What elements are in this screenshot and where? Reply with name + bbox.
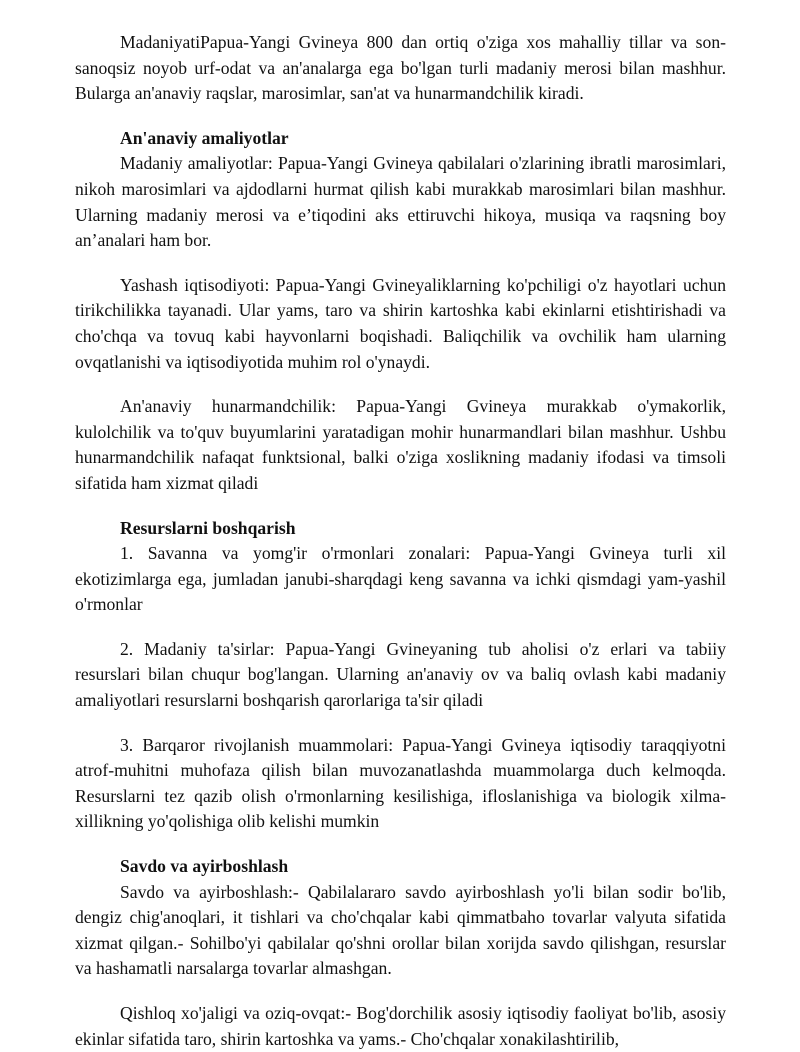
spacer: [75, 714, 726, 733]
spacer: [75, 835, 726, 854]
section-heading-trade-exchange: Savdo va ayirboshlash: [120, 856, 289, 877]
document-page: [75, 30, 726, 1052]
spacer: [75, 254, 726, 273]
paragraph-trade-exchange: Savdo va ayirboshlash:- Qabilalararo savdo ayirboshlash yo'li bilan sodir bo'lib, dengiz chig'anoqlari, it tishlari va cho'chqalar kabi qimmatbaho tovarlar valyuta sifatida xizmat qilgan.- Sohilbo'yi qabilalar qo'shni orollar bilan xorijda savdo qilishgan, resurslar va hashamatli narsalarga tovarlar almashgan.: [75, 881, 726, 979]
section-heading-resource-management: Resurslarni boshqarish: [120, 517, 296, 538]
paragraph-cultural-practices: Madaniy amaliyotlar: Papua-Yangi Gvineya qabilalari o'zlarining ibratli marosimlari, nikoh marosimlari va ajdodlarni hurmat qilish kabi murakkab marosimlari bilan mashhur. Ularning madaniy merosi va e’tiqodini aks ettiruvchi hikoya, musiqa va raqsning boy an’analari ham bor.: [75, 153, 726, 251]
spacer: [75, 497, 726, 516]
section-heading-traditional-practices: An'anaviy amaliyotlar: [120, 127, 289, 148]
paragraph-savanna-rainforest: 1. Savanna va yomg'ir o'rmonlari zonalari: Papua-Yangi Gvineya turli xil ekotizimlarga ega, jumladan janubi-sharqdagi keng savanna va ichki qismdagi yam-yashil o'rmonlar: [75, 543, 726, 615]
spacer: [75, 982, 726, 1001]
spacer: [75, 618, 726, 637]
paragraph-subsistence-economy: Yashash iqtisodiyoti: Papua-Yangi Gvineyaliklarning ko'pchiligi o'z hayotlari uchun tirikchilikka tayanadi. Ular yams, taro va shirin kartoshka kabi ekinlarni etishtirishadi va cho'chqa va tovuq kabi hayvonlarni boqishadi. Baliqchilik va ovchilik ham ularning ovqatlanishi va iqtisodiyotida muhim rol o'ynaydi.: [75, 274, 726, 372]
spacer: [75, 107, 726, 126]
paragraph-agriculture-food: Qishloq xo'jaligi va oziq-ovqat:- Bog'dorchilik asosiy iqtisodiy faoliyat bo'lib, asosiy ekinlar sifatida taro, shirin kartoshka va yams.- Cho'chqalar xonakilashtirilib,: [75, 1003, 726, 1049]
intro-paragraph: MadaniyatiPapua-Yangi Gvineya 800 dan ortiq o'ziga xos mahalliy tillar va son-sanoqsiz noyob urf-odat va an'analarga ega bo'lgan turli madaniy merosi bilan mashhur. Bularga an'anaviy raqslar, marosimlar, san'at va hunarmandchilik kiradi.: [75, 32, 726, 104]
paragraph-sustainable-development: 3. Barqaror rivojlanish muammolari: Papua-Yangi Gvineya iqtisodiy taraqqiyotni atrof-muhitni muhofaza qilish bilan muvozanatlashda muammolarga duch kelmoqda. Resurslarni tez qazib olish o'rmonlarning kesilishiga, ifloslanishiga va biologik xilma-xillikning yo'qolishiga olib kelishi mumkin: [75, 734, 726, 832]
paragraph-traditional-crafts: An'anaviy hunarmandchilik: Papua-Yangi Gvineya murakkab o'ymakorlik, kulolchilik va to'quv buyumlarini yaratadigan mohir hunarmandlari bilan mashhur. Ushbu hunarmandchilik nafaqat funktsional, balki o'ziga xoslikning madaniy ifodasi va timsoli sifatida ham xizmat qiladi: [75, 396, 726, 493]
paragraph-cultural-influences: 2. Madaniy ta'sirlar: Papua-Yangi Gvineyaning tub aholisi o'z erlari va tabiiy resurslari bilan chuqur bog'langan. Ularning an'anaviy ov va baliq ovlash kabi madaniy amaliyotlari resurslarni boshqarish qarorlariga ta'sir qiladi: [75, 638, 726, 711]
spacer: [75, 375, 726, 394]
